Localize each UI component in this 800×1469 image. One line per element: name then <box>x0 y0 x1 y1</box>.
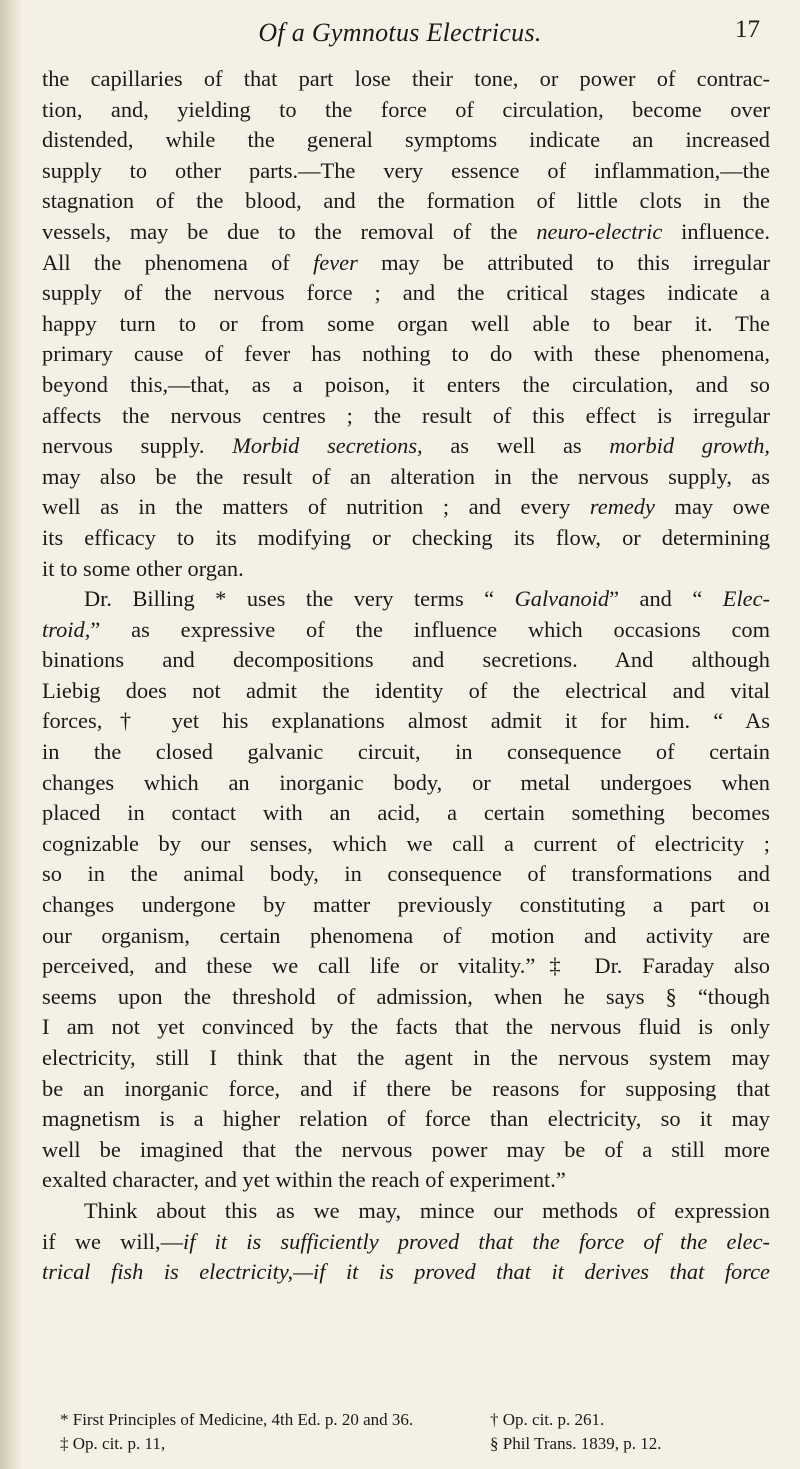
text-line <box>42 64 770 95</box>
text-run: magnetism is a higher relation of force than electricity, so it may <box>42 1106 770 1132</box>
text-run: supply of the nervous force ; and the critical stages indicate a <box>42 280 770 306</box>
text-run: binations and decompositions and secretions. And although <box>42 647 770 673</box>
footnote-row <box>60 1408 780 1432</box>
text-line <box>42 615 770 646</box>
text-run: changes which an inorganic body, or metal undergoes when <box>42 769 770 795</box>
text-line <box>42 921 770 952</box>
text-run: beyond this,—that, as a poison, it enters the circulation, and so <box>42 371 770 397</box>
text-line <box>42 248 770 279</box>
footnote-op-cit-11: ‡ Op. cit. p. 11, <box>60 1434 166 1453</box>
text-line <box>42 431 770 462</box>
italic-text: remedy <box>589 494 655 520</box>
text-run: exalted character, and yet within the reach of experiment.” <box>42 1167 566 1193</box>
italic-text: fever <box>313 249 358 275</box>
text-run: affects the nervous centres ; the result of this effect is irregular <box>42 402 770 428</box>
text-run: nervous supply. <box>42 433 233 459</box>
text-line <box>42 676 770 707</box>
page-number: 17 <box>735 16 760 43</box>
text-run: perceived, and these we call life or vitality.”‡ Dr. Faraday also <box>42 953 770 979</box>
text-line <box>42 706 770 737</box>
text-line <box>42 645 770 676</box>
page-header <box>0 14 800 54</box>
italic-text: Morbid secretions, <box>232 433 423 459</box>
text-run: cognizable by our senses, which we call a current of electricity ; <box>42 830 770 856</box>
text-line <box>42 309 770 340</box>
text-run: Think about this as we may, mince our methods of expression <box>84 1197 770 1223</box>
text-run: supply to other parts.—The very essence of inflammation,—the <box>42 157 770 183</box>
text-run: may be attributed to this irregular <box>357 249 770 275</box>
text-line <box>42 798 770 829</box>
text-run: placed in contact with an acid, a certain something becomes <box>42 800 770 826</box>
text-run: I am not yet convinced by the facts that the nervous fluid is only <box>42 1014 770 1040</box>
text-line <box>42 859 770 890</box>
text-line <box>42 890 770 921</box>
text-line <box>42 401 770 432</box>
text-run: seems upon the threshold of admission, when he says § “though <box>42 983 770 1009</box>
text-run: so in the animal body, in consequence of transformations and <box>42 861 770 887</box>
footnote-first-principles: * First Principles of Medicine, 4th Ed. p. 20 and 36. <box>60 1410 414 1429</box>
text-line <box>42 982 770 1013</box>
footnote-row <box>60 1432 780 1456</box>
text-line <box>42 1043 770 1074</box>
text-run: if we will,— <box>42 1228 183 1254</box>
text-line <box>42 370 770 401</box>
italic-text: morbid growth, <box>609 433 771 459</box>
text-run: All the phenomena of <box>42 249 314 275</box>
text-run: may also be the result of an alteration in the nervous supply, as <box>42 463 770 489</box>
italic-text: neuro-electric <box>536 218 663 244</box>
italic-text: troid <box>42 616 85 642</box>
text-run: Liebig does not admit the identity of the electrical and vital <box>42 677 770 703</box>
text-run: primary cause of fever has nothing to do with these phenomena, <box>42 341 770 367</box>
footnote-op-cit-261: † Op. cit. p. 261. <box>490 1410 605 1429</box>
text-line <box>42 829 770 860</box>
text-run: happy turn to or from some organ well able to bear it. The <box>42 310 770 336</box>
text-line <box>42 951 770 982</box>
text-run: changes undergone by matter previously constituting a part oı <box>42 892 770 918</box>
text-line <box>42 339 770 370</box>
text-line <box>42 492 770 523</box>
text-run: may owe <box>654 494 770 520</box>
text-line <box>42 584 770 615</box>
text-run: influence. <box>662 218 770 244</box>
text-run: tion, and, yielding to the force of circulation, become over <box>42 96 770 122</box>
page-gutter-shadow <box>0 0 22 1469</box>
running-title: Of a Gymnotus Electricus. <box>258 18 542 47</box>
text-run: distended, while the general symptoms indicate an increased <box>42 127 770 153</box>
italic-text: Elec- <box>722 586 770 612</box>
text-run: our organism, certain phenomena of motion and activity are <box>42 922 770 948</box>
text-run: Dr. Billing * uses the very terms “ <box>84 586 515 612</box>
text-line <box>42 737 770 768</box>
italic-text: if it is sufficiently proved that the force of the elec- <box>183 1228 770 1254</box>
text-line <box>42 523 770 554</box>
italic-text: Galvanoid <box>514 586 610 612</box>
text-run: well be imagined that the nervous power may be of a still more <box>42 1136 770 1162</box>
text-line <box>42 156 770 187</box>
text-line <box>42 1227 770 1258</box>
text-run: forces,† yet his explanations almost admit it for him. “ As <box>42 708 770 734</box>
text-run: stagnation of the blood, and the formation of little clots in the <box>42 188 770 214</box>
text-line <box>42 1257 770 1288</box>
text-line <box>42 217 770 248</box>
text-run: its efficacy to its modifying or checking its flow, or determining <box>42 524 770 550</box>
text-run: the capillaries of that part lose their tone, or power of contrac- <box>42 66 770 91</box>
text-run: it to some other organ. <box>42 555 244 581</box>
text-line <box>42 125 770 156</box>
text-run: electricity, still I think that the agent in the nervous system may <box>42 1045 770 1070</box>
text-line <box>42 1165 770 1196</box>
italic-text: trical fish is electricity,—if it is proved that it derives that force <box>42 1259 770 1285</box>
text-line <box>42 554 770 585</box>
text-line <box>42 1196 770 1227</box>
text-line <box>42 278 770 309</box>
text-line <box>42 1012 770 1043</box>
text-line <box>42 1074 770 1105</box>
text-line <box>42 1104 770 1135</box>
footnotes <box>60 1408 780 1456</box>
text-run: in the closed galvanic circuit, in consequence of certain <box>42 739 770 765</box>
text-line <box>42 462 770 493</box>
text-run: well as in the matters of nutrition ; and every <box>42 494 590 520</box>
text-run: be an inorganic force, and if there be reasons for supposing that <box>42 1075 770 1101</box>
text-run: vessels, may be due to the removal of the <box>42 218 537 244</box>
text-line <box>42 95 770 126</box>
text-run: as well as <box>422 433 610 459</box>
footnote-phil-trans: § Phil Trans. 1839, p. 12. <box>490 1434 662 1453</box>
text-run: ,” as expressive of the influence which occasions com <box>84 616 770 642</box>
text-line <box>42 1135 770 1166</box>
text-line <box>42 768 770 799</box>
text-line <box>42 186 770 217</box>
body-text <box>42 64 770 1288</box>
text-run: ” and “ <box>609 586 723 612</box>
